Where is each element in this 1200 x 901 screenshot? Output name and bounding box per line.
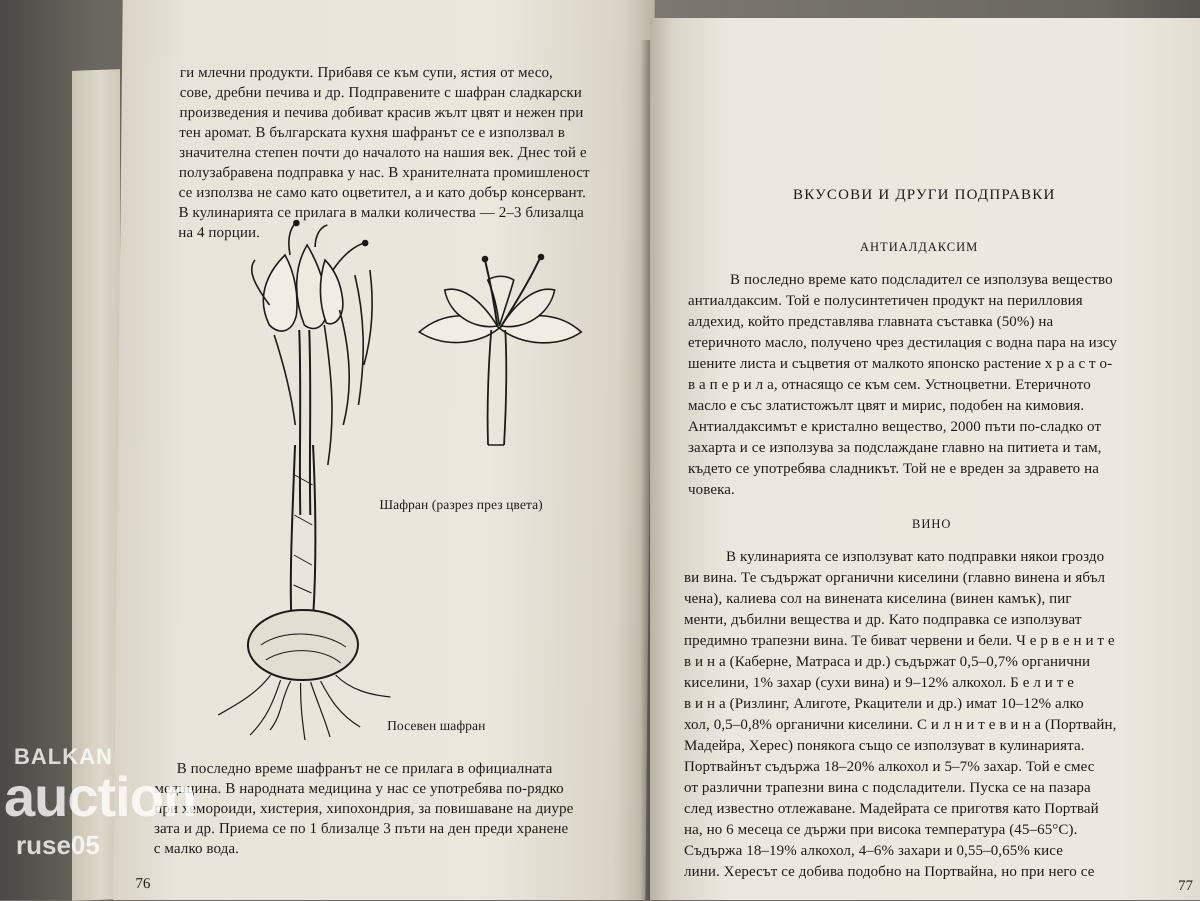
right-text-line: масло е със златистожълт цвят и мирис, подобен на кимовия. <box>688 398 1085 414</box>
right-text-line: в и н а (Каберне, Матраса и др.) съдържат 0,5–0,7% органични <box>684 654 1091 670</box>
subsection-title-wine: ВИНО <box>912 517 952 531</box>
left-text-line: на 4 порции. <box>178 225 261 241</box>
left-page <box>113 0 654 900</box>
book-page-edges <box>72 69 120 901</box>
right-text-line: В кулинарията се използуват като подправки някои гроздо <box>726 549 1105 565</box>
right-text-line: предимно трапезни вина. Те биват червени и бели. Ч е р в е н и т е <box>684 633 1115 649</box>
right-text-line: от различни трапезни вина с подсладители. Пуска се на пазара <box>684 780 1091 796</box>
right-text-line: киселини, 1% захар (сухи вина) и 9–12% алкохол. Б е л и т е <box>684 675 1075 691</box>
right-text-line: Антиалдаксимът е кристално вещество, 2000 пъти по-сладко от <box>688 419 1102 435</box>
right-text-line: човека. <box>688 482 735 498</box>
right-text-line: шените листа и съцветия от малкото японско растение х р а с т о- <box>688 356 1113 372</box>
left-bottom-line: при хемороиди, хистерия, хипохондрия, за повишаване на диуре <box>154 801 574 817</box>
saffron-plant-illustration <box>210 215 406 745</box>
left-page-number: 76 <box>135 876 151 892</box>
right-text-line: ви вина. Те съдържат органични киселини (главно винена и ябъл <box>684 570 1106 586</box>
watermark-logo-text: auction <box>4 765 197 828</box>
subsection-title-antialdaxim: АНТИАЛДАКСИМ <box>860 240 979 254</box>
left-bottom-line: медицина. В народната медицина у нас се употребява по-рядко <box>154 781 564 797</box>
right-text-line: захарта и се използува за подслаждане главно на питиета и там, <box>688 440 1102 456</box>
section-title: ВКУСОВИ И ДРУГИ ПОДПРАВКИ <box>793 187 1056 203</box>
right-text-line: етеричното масло, получено чрез дестилация с водна пара на изсу <box>688 335 1117 351</box>
right-page <box>650 18 1200 900</box>
left-text-line: полузабравена подправка у нас. В хранителната промишленост <box>178 165 590 181</box>
right-text-line: в и н а (Ризлинг, Алиготе, Ркацители и др.) имат 10–12% алко <box>684 696 1084 712</box>
right-text-line: чена), калиева сол на винената киселина (винен камък), пиг <box>684 591 1072 607</box>
left-text-line: тен аромат. В българската кухня шафранът се е използвал в <box>179 125 566 141</box>
right-text-line: менти, дъбилни вещества и др. Като подправка се използуват <box>684 612 1082 628</box>
right-text-line: Съдържа 18–19% алкохол, 4–6% захари и 0,55–0,65% кисе <box>684 843 1064 859</box>
right-text-line: на, но 6 месеца се държи при висока температура (45–65°С). <box>684 822 1078 838</box>
left-bottom-line: с малко вода. <box>153 841 240 857</box>
left-text-line: значителна степен почти до началото на нашия век. Днес той е <box>179 145 587 161</box>
left-text-line: се използва не само като оцветител, а и като добър консервант. <box>178 185 587 201</box>
left-text-line: произведения и печива добиват красив жълт цвят и нежен при <box>179 105 584 121</box>
figure-caption-section: Шафран (разрез през цвета) <box>379 497 543 512</box>
watermark-brand-line: BALKAN <box>14 744 113 769</box>
right-text-line: след известно отлежаване. Мадейрата се приготвя като Портвай <box>684 801 1099 817</box>
right-text-line: хол, 0,5–0,8% органични киселини. С и л н и т е в и н а (Портвайн, <box>684 717 1117 733</box>
right-text-line: където се употребява сладникът. Той не е вреден за здравето на <box>688 461 1100 477</box>
right-text-line: Мадейра, Херес) понякога също се използуват в кулинарията. <box>684 738 1085 754</box>
left-bottom-line: зата и др. Приема се по 1 близалце 3 пъти на ден преди хранене <box>153 821 569 837</box>
right-page-number: 77 <box>1178 878 1193 894</box>
right-text-line: антиалдаксим. Той е полусинтетичен продукт на перилловия <box>688 293 1083 309</box>
saffron-flower-section-illustration <box>408 250 585 480</box>
left-text-line: сове, дребни печива и др. Подправените с шафран сладкарски <box>179 85 583 101</box>
right-text-line: Портвайнът съдържа 18–20% алкохол и 5–7% захар. Той е смес <box>684 759 1095 775</box>
right-text-line: в а п е р и л а, отнасящо се към сем. Устноцветни. Етеричното <box>688 377 1091 393</box>
left-bottom-line: В последно време шафранът не се прилага в официалната <box>176 761 553 777</box>
watermark-seller: ruse05 <box>16 830 100 860</box>
right-text-line: В последно време като подсладител се използува вещество <box>730 272 1113 288</box>
right-text-line: алдехид, който представлява главната съставка (50%) на <box>688 314 1054 330</box>
left-text-line: В кулинарията се прилага в малки количества — 2–3 близалца <box>178 205 584 221</box>
figure-caption-whole: Посевен шафран <box>387 718 486 733</box>
right-text-line: лини. Хересът се добива подобно на Портвайна, но при него се <box>684 864 1095 880</box>
left-text-line: ги млечни продукти. Прибавя се към супи, ястия от месо, <box>179 65 554 81</box>
